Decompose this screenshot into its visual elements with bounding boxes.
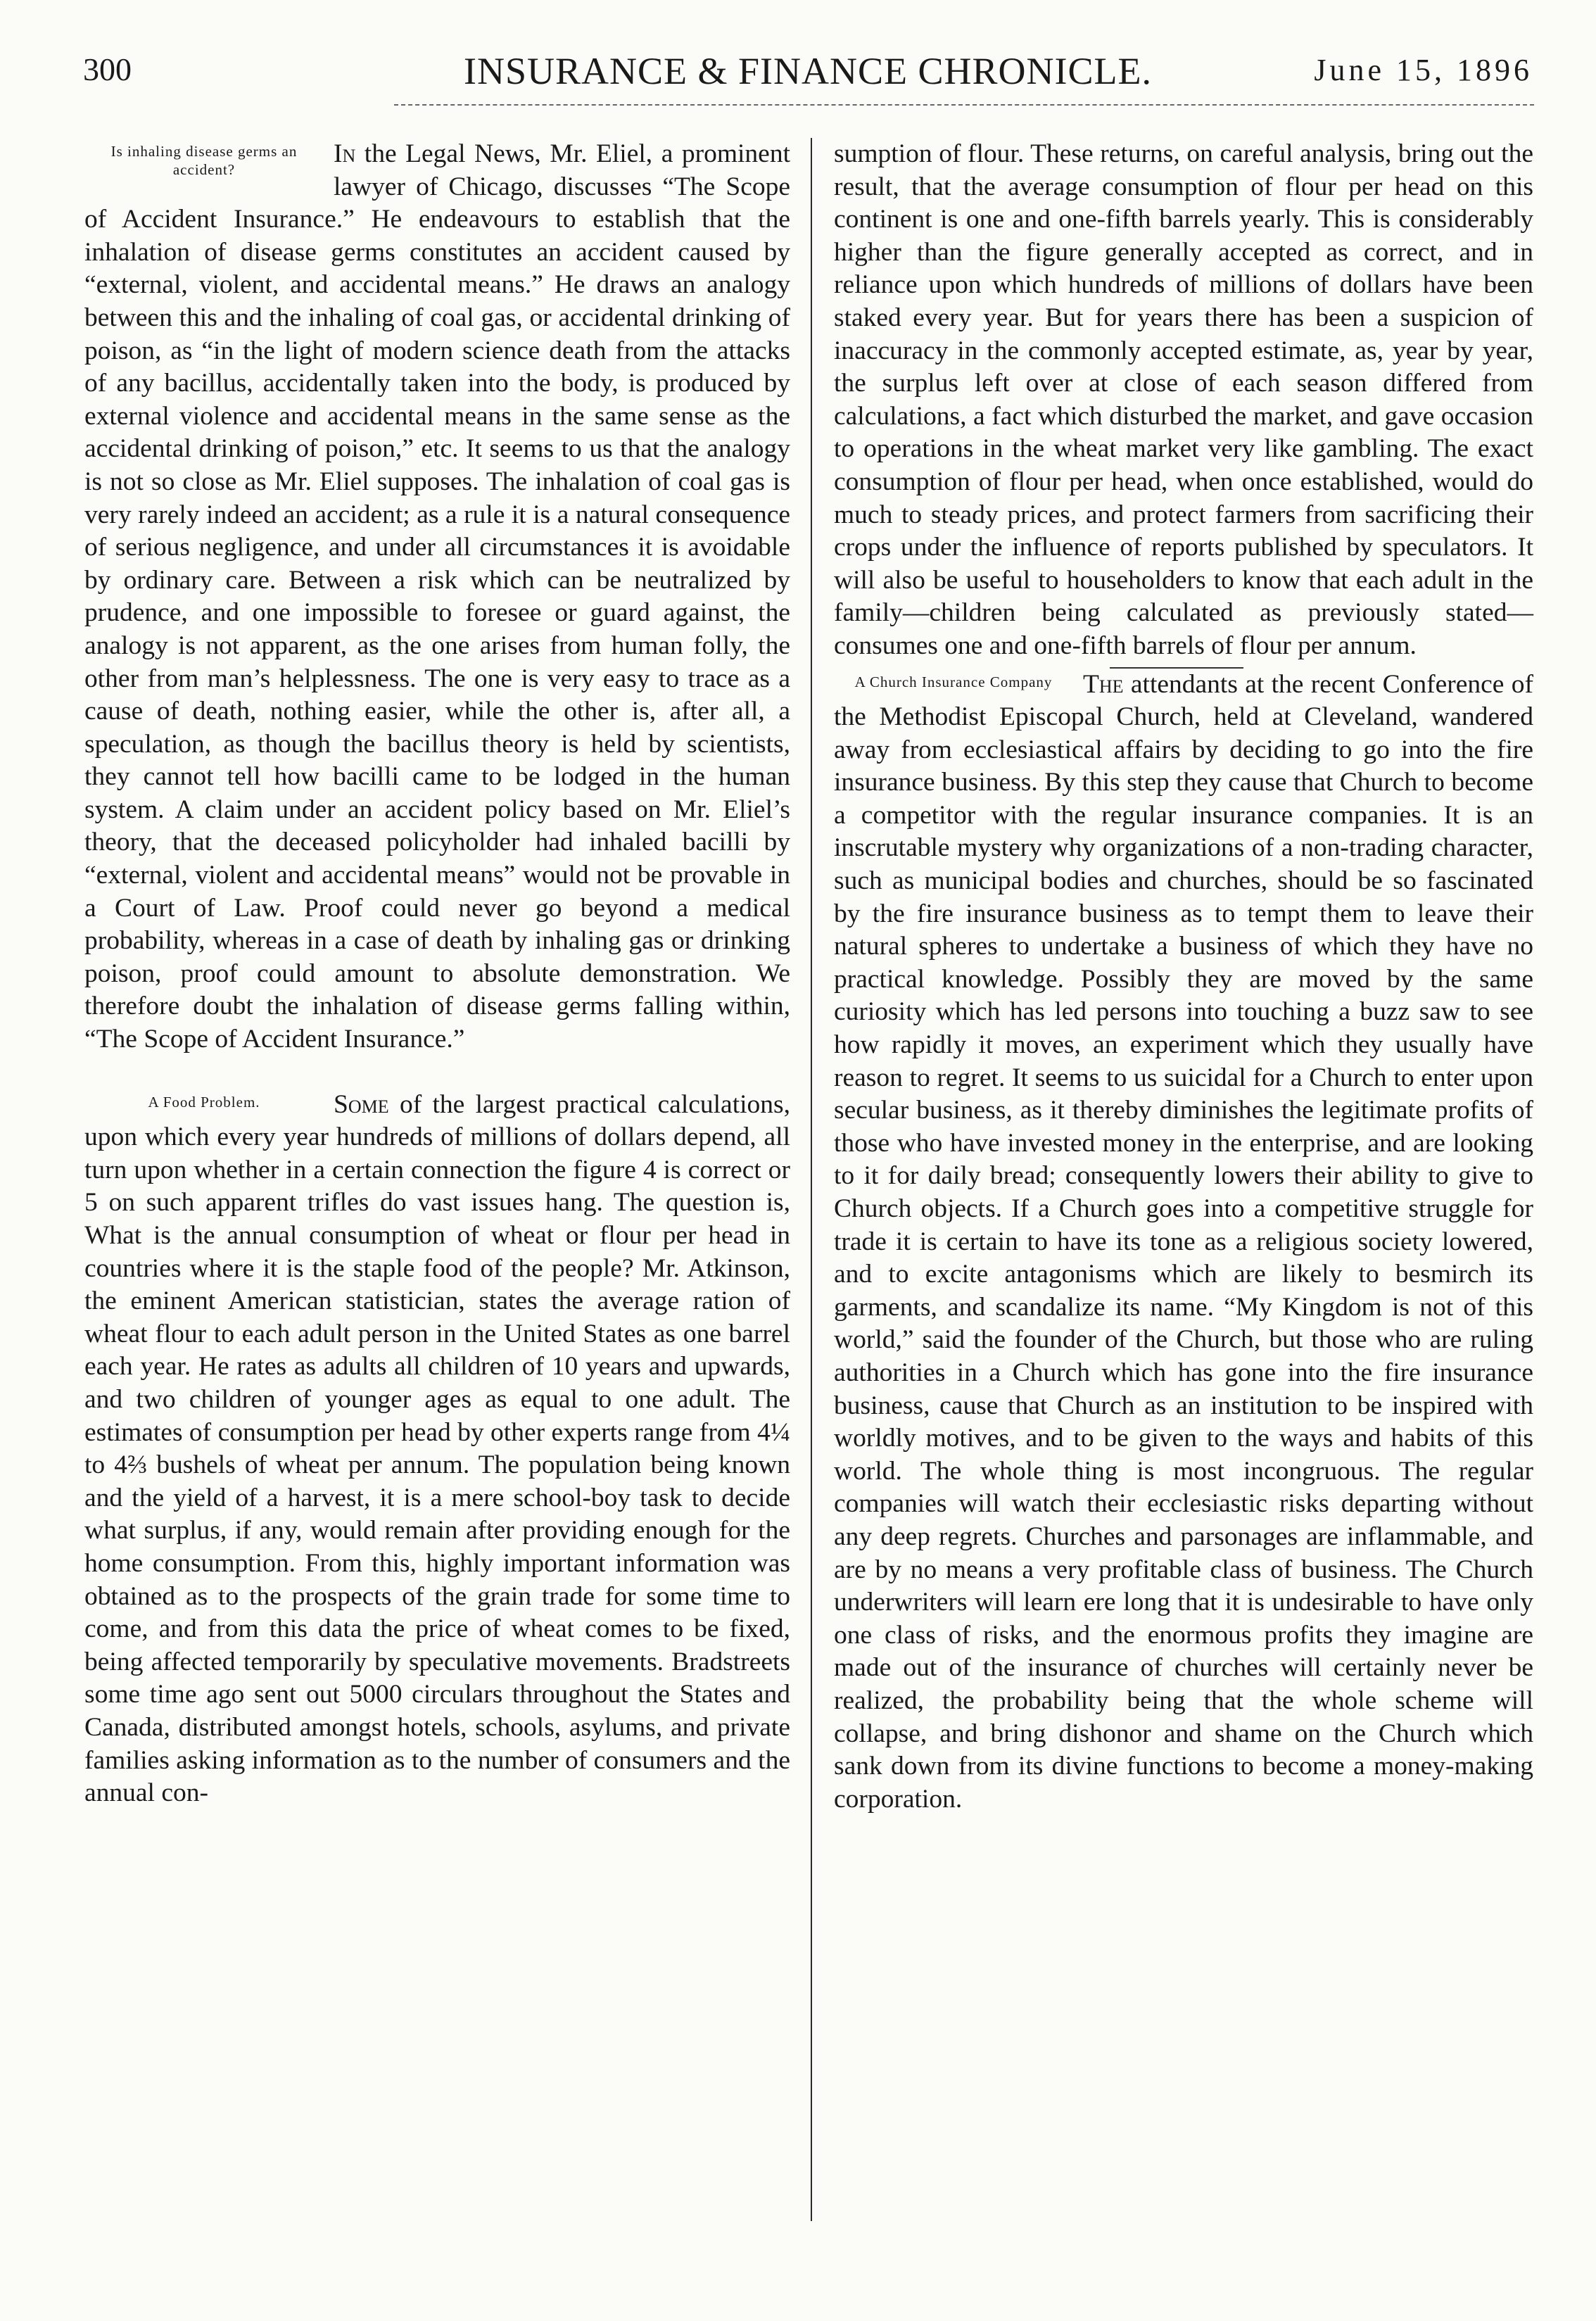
page-number: 300: [83, 51, 132, 87]
side-heading: A Food Problem.: [148, 1093, 260, 1111]
publication-title: INSURANCE & FINANCE CHRONICLE.: [463, 50, 1153, 92]
lede-word: Some: [334, 1089, 389, 1119]
article-text: attendants at the recent Conference of the Methodist Episcopal Church, held at Cleveland, wandered away from ecclesiastical affairs by deciding to go into the fire insurance business. By this step they cause that Church to become a competitor with the regular insurance companies. It is an inscrutable mystery why organizations of a non-trading character, such as municipal bodies and churches, should be so fascinated by the fire insurance business as to tempt them to leave their natural spheres to undertake a business of which they have no practical knowledge. Possibly they are moved by the same curiosity which has led persons into touching a buzz saw to see how rapidly it moves, an experiment which they usually have reason to regret. It seems to us suicidal for a Church to enter upon secular business, as it thereby diminishes the legitimate profits of those who have invested money in the enterprise, and are looking to it for daily bread; consequently lowers their ability to give to Church objects. If a Church goes into a competitive struggle for trade it is certain to have its tone as a religious society lowered, and to excite antagonisms which are likely to besmirch its garments, and scandalize its name. “My Kingdom is not of this world,” said the founder of the Church, but those who are ruling authorities in a Church which has gone into the fire insurance business, cause that Church as an institution to be inspired with worldly motives, and to be given to the ways and habits of this world. The whole thing is most incongruous. The regular companies will watch their ecclesiastic risks departing without any deep regrets. Churches and parsonages are inflammable, and are by no means a very profitable class of business. The Church underwriters will learn ere long that it is undesirable to have only one class of risks, and the enormous profits they imagine are made out of the insurance of churches will certainly never be realized, the probability being that the whole scheme will collapse, and bring dishonor and shame on the Church which sank down from its divine functions to become a money-making corporation.: [834, 669, 1533, 1814]
article-church-insurance: [834, 669, 1533, 1816]
right-column: [834, 138, 1533, 1816]
lede-word: In: [334, 139, 356, 168]
header-rule: [394, 104, 1534, 106]
article-body: [84, 1089, 790, 1810]
left-column: [84, 138, 790, 1810]
page-header: [83, 49, 1533, 91]
side-heading: Is inhaling disease germs an accident?: [110, 143, 298, 178]
side-heading: A Church Insurance Company: [854, 673, 1053, 690]
article-disease-germs: [84, 138, 790, 1056]
article-body: [834, 669, 1533, 1816]
column-divider: [811, 138, 812, 2221]
article-gap: [84, 1056, 790, 1089]
article-body: [84, 138, 790, 1056]
article-text: of the largest practical calculations, upon which every year hundreds of millions of dollars depend, all turn upon whether in a certain connection the figure 4 is correct or 5 on such apparent trifles do vast issues hang. The question is, What is the annual consumption of wheat or flour per head in countries where it is the staple food of the people? Mr. Atkinson, the eminent American statistician, states the average ration of wheat flour to each adult person in the United States as one barrel each year. He rates as adults all children of 10 years and upwards, and two children of younger ages as equal to one adult. The estimates of consumption per head by other experts range from 4¼ to 4⅔ bushels of wheat per annum. The population being known and the yield of a harvest, it is a mere school-boy task to decide what surplus, if any, would remain after providing enough for the home consumption. From this, highly important information was obtained as to the prospects of the grain trade for some time to come, and from this data the price of wheat comes to be fixed, being affected temporarily by speculative movements. Bradstreets some time ago sent out 5000 circulars throughout the States and Canada, distributed amongst hotels, schools, asylums, and private families asking information as to the number of consumers and the annual con-: [84, 1089, 790, 1808]
article-continuation: sumption of flour. These returns, on careful analysis, bring out the result, that the average consumption of flour per head on this continent is one and one-fifth barrels yearly. This is considerably higher than the figure generally accepted as correct, and in reliance upon which hundreds of millions of dollars have been staked every year. But for years there has been a suspicion of inaccuracy in the commonly accepted estimate, as, year by year, the surplus left over at close of each season differed from calculations, a fact which disturbed the market, and gave occasion to operations in the wheat market very like gambling. The exact consumption of flour per head, when once established, would do much to steady prices, and protect farmers from sacrificing their crops under the influence of reports published by speculators. It will also be useful to householders to know that each adult in the family—children being calculated as previously stated—consumes one and one-fifth barrels of flour per annum.: [834, 139, 1533, 660]
lede-word: The: [1083, 669, 1124, 699]
article-text: the Legal News, Mr. Eliel, a prominent lawyer of Chicago, discusses “The Scope of Accident Insurance.” He endeavours to establish that the inhalation of disease germs constitutes an accident caused by “external, violent, and accidental means.” He draws an analogy between this and the inhaling of coal gas, or accidental drinking of poison, as “in the light of modern science death from the attacks of any bacillus, accidentally taken into the body, is produced by external violence and accidental means in the same sense as the accidental drinking of poison,” etc. It seems to us that the analogy is not so close as Mr. Eliel supposes. The inhalation of coal gas is very rarely indeed an accident; as a rule it is a natural consequence of serious negligence, and under all circumstances it is avoidable by ordinary care. Between a risk which can be neutralized by prudence, and one impossible to foresee or guard against, the analogy is not apparent, as the one arises from human folly, the other from man’s helplessness. The one is very easy to trace as a cause of death, nothing easier, while the other is, after all, a speculation, as though the bacillus theory is held by scientists, they cannot tell how bacilli came to be lodged in the human system. A claim under an accident policy based on Mr. Eliel’s theory, that the deceased policyholder had inhaled bacilli by “external, violent and accidental means” would not be provable in a Court of Law. Proof could never go beyond a medical probability, whereas in a case of death by inhaling gas or drinking poison, proof could amount to absolute demonstration. We therefore doubt the inhalation of disease germs falling within, “The Scope of Accident Insurance.”: [84, 139, 790, 1054]
issue-date: June 15, 1896: [1314, 53, 1533, 87]
article-food-problem: [84, 1089, 790, 1810]
